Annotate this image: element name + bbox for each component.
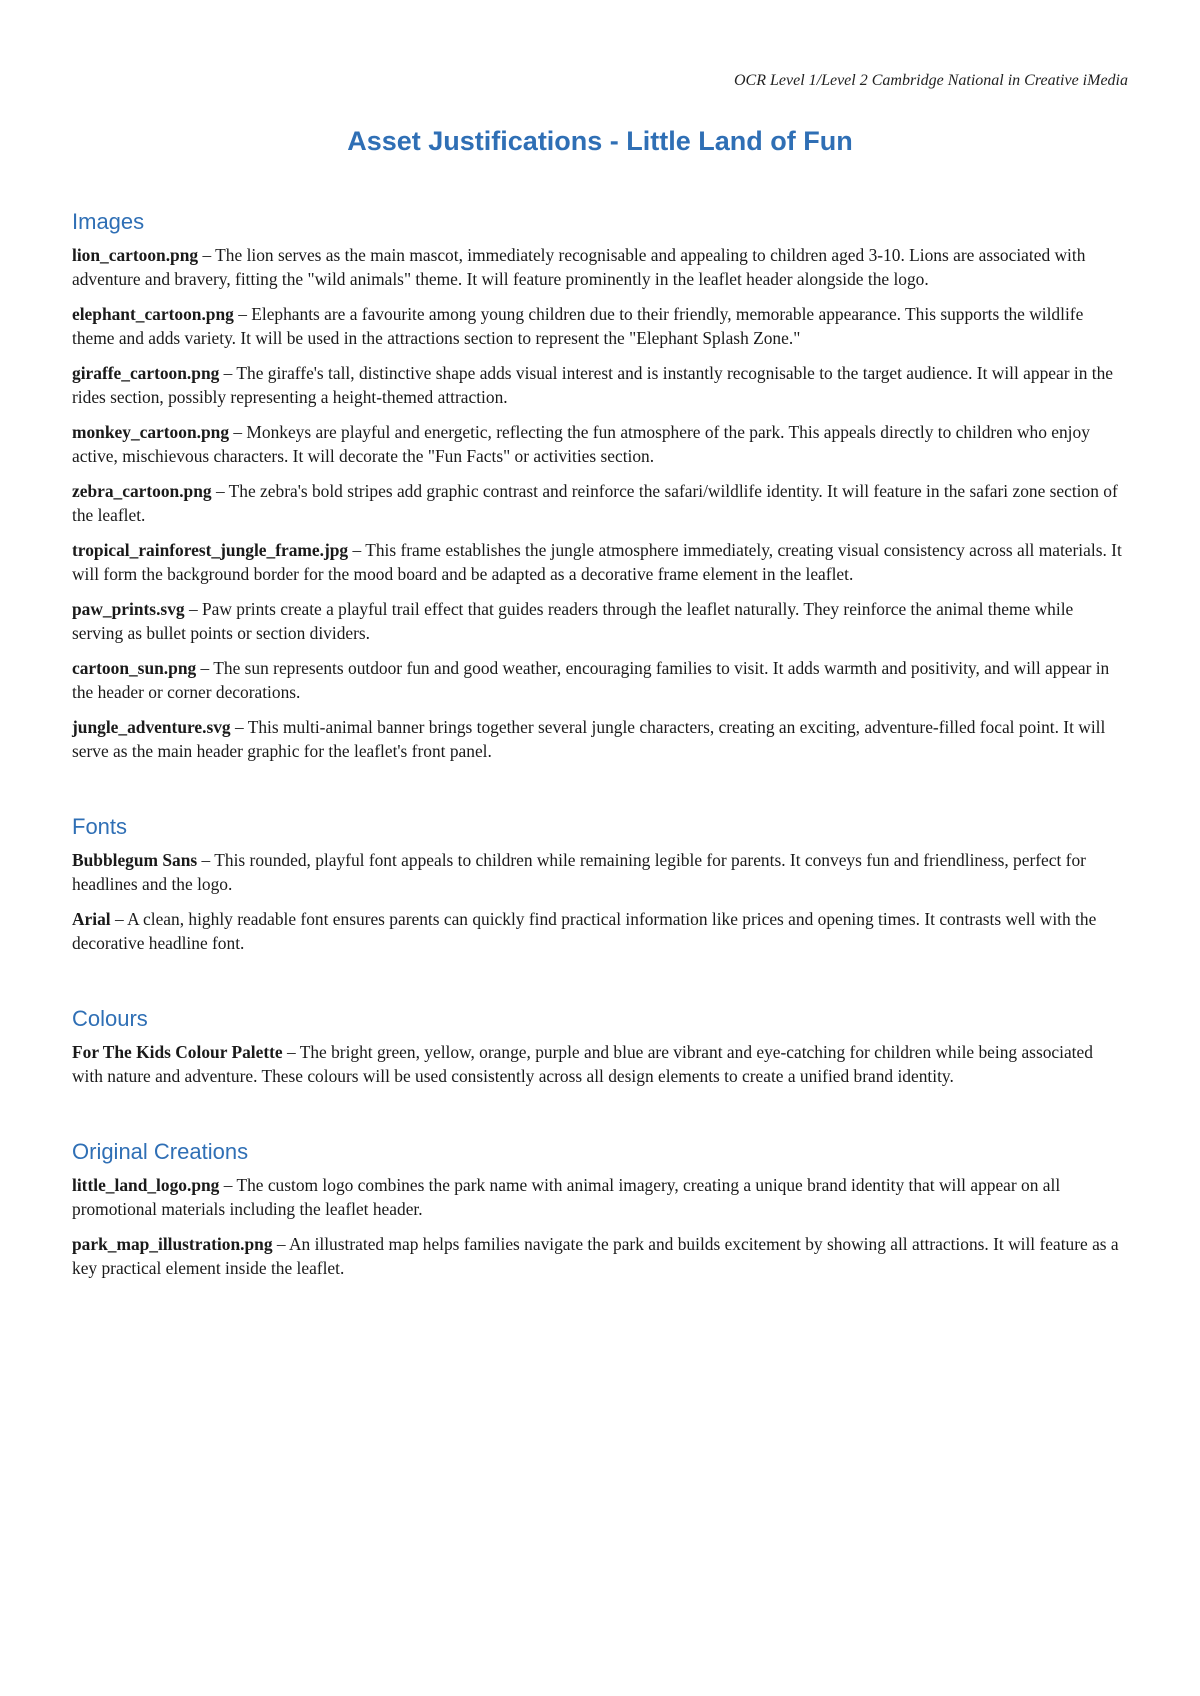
asset-justification: – A clean, highly readable font ensures parents can quickly find practical information like prices and opening times. It contrasts well with the decorative headline font. [72,909,1097,953]
asset-entry [72,244,1128,291]
asset-name: tropical_rainforest_jungle_frame.jpg [72,540,349,560]
asset-entry [72,716,1128,763]
asset-justification: – The custom logo combines the park name with animal imagery, creating a unique brand identity that will appear on all promotional materials including the leaflet header. [72,1175,1061,1219]
asset-name: lion_cartoon.png [72,245,199,265]
asset-name: zebra_cartoon.png [72,481,212,501]
running-header: OCR Level 1/Level 2 Cambridge National in Creative iMedia [733,72,1128,89]
asset-justification: – This frame establishes the jungle atmosphere immediately, creating visual consistency across all materials. It will form the background border for the mood board and be adapted as a decorative frame element in the leaflet. [72,540,1122,584]
asset-entry [72,1174,1128,1221]
asset-entry [72,362,1128,409]
asset-name: monkey_cartoon.png [72,422,230,442]
asset-entry [72,1233,1128,1280]
page-title: Asset Justifications - Little Land of Fun [347,126,853,156]
asset-entry [72,421,1128,468]
asset-justification: – The giraffe's tall, distinctive shape adds visual interest and is instantly recognisable to the target audience. It will appear in the rides section, possibly representing a height-themed attraction. [72,363,1113,407]
asset-name: jungle_adventure.svg [72,717,231,737]
asset-justification: – The lion serves as the main mascot, immediately recognisable and appealing to children aged 3-10. Lions are associated with adventure and bravery, fitting the "wild animals" theme. It will feature prominently in the leaflet header alongside the logo. [72,245,1086,289]
section-original-creations [72,1138,1128,1280]
asset-name: For The Kids Colour Palette [72,1042,283,1062]
asset-name: little_land_logo.png [72,1175,220,1195]
section-images [72,208,1128,763]
asset-justification: – An illustrated map helps families navigate the park and builds excitement by showing all attractions. It will feature as a key practical element inside the leaflet. [72,1234,1119,1278]
asset-entry [72,480,1128,527]
asset-name: giraffe_cartoon.png [72,363,220,383]
asset-justification: – Paw prints create a playful trail effect that guides readers through the leaflet naturally. They reinforce the animal theme while serving as bullet points or section dividers. [72,599,1074,643]
asset-entry [72,1041,1128,1088]
asset-justification: – This multi-animal banner brings together several jungle characters, creating an exciting, adventure-filled focal point. It will serve as the main header graphic for the leaflet's front panel. [72,717,1106,761]
asset-entry [72,303,1128,350]
asset-name: paw_prints.svg [72,599,185,619]
asset-name: cartoon_sun.png [72,658,197,678]
asset-justification: – The zebra's bold stripes add graphic contrast and reinforce the safari/wildlife identity. It will feature in the safari zone section of the leaflet. [72,481,1118,525]
asset-justification: – This rounded, playful font appeals to children while remaining legible for parents. It conveys fun and friendliness, perfect for headlines and the logo. [72,850,1086,894]
asset-name: park_map_illustration.png [72,1234,273,1254]
asset-entry [72,657,1128,704]
asset-name: elephant_cartoon.png [72,304,234,324]
asset-name: Bubblegum Sans [72,850,198,870]
section-colours [72,1005,1128,1088]
asset-entry [72,908,1128,955]
section-fonts [72,813,1128,955]
section-heading-images: Images [72,209,145,234]
asset-entry [72,598,1128,645]
asset-justification: – Monkeys are playful and energetic, reflecting the fun atmosphere of the park. This appeals directly to children who enjoy active, mischievous characters. It will decorate the "Fun Facts" or activities section. [72,422,1090,466]
asset-entry [72,849,1128,896]
asset-name: Arial [72,909,111,929]
asset-justification: – The bright green, yellow, orange, purple and blue are vibrant and eye-catching for children while being associated with nature and adventure. These colours will be used consistently across all design elements to create a unified brand identity. [72,1042,1093,1086]
asset-justification: – The sun represents outdoor fun and good weather, encouraging families to visit. It adds warmth and positivity, and will appear in the header or corner decorations. [72,658,1110,702]
section-heading-fonts: Fonts [72,814,128,839]
section-heading-original-creations: Original Creations [72,1139,249,1164]
section-heading-colours: Colours [72,1006,148,1031]
asset-justification: – Elephants are a favourite among young children due to their friendly, memorable appearance. This supports the wildlife theme and adds variety. It will be used in the attractions section to represent the "Elephant Splash Zone." [72,304,1084,348]
asset-entry [72,539,1128,586]
